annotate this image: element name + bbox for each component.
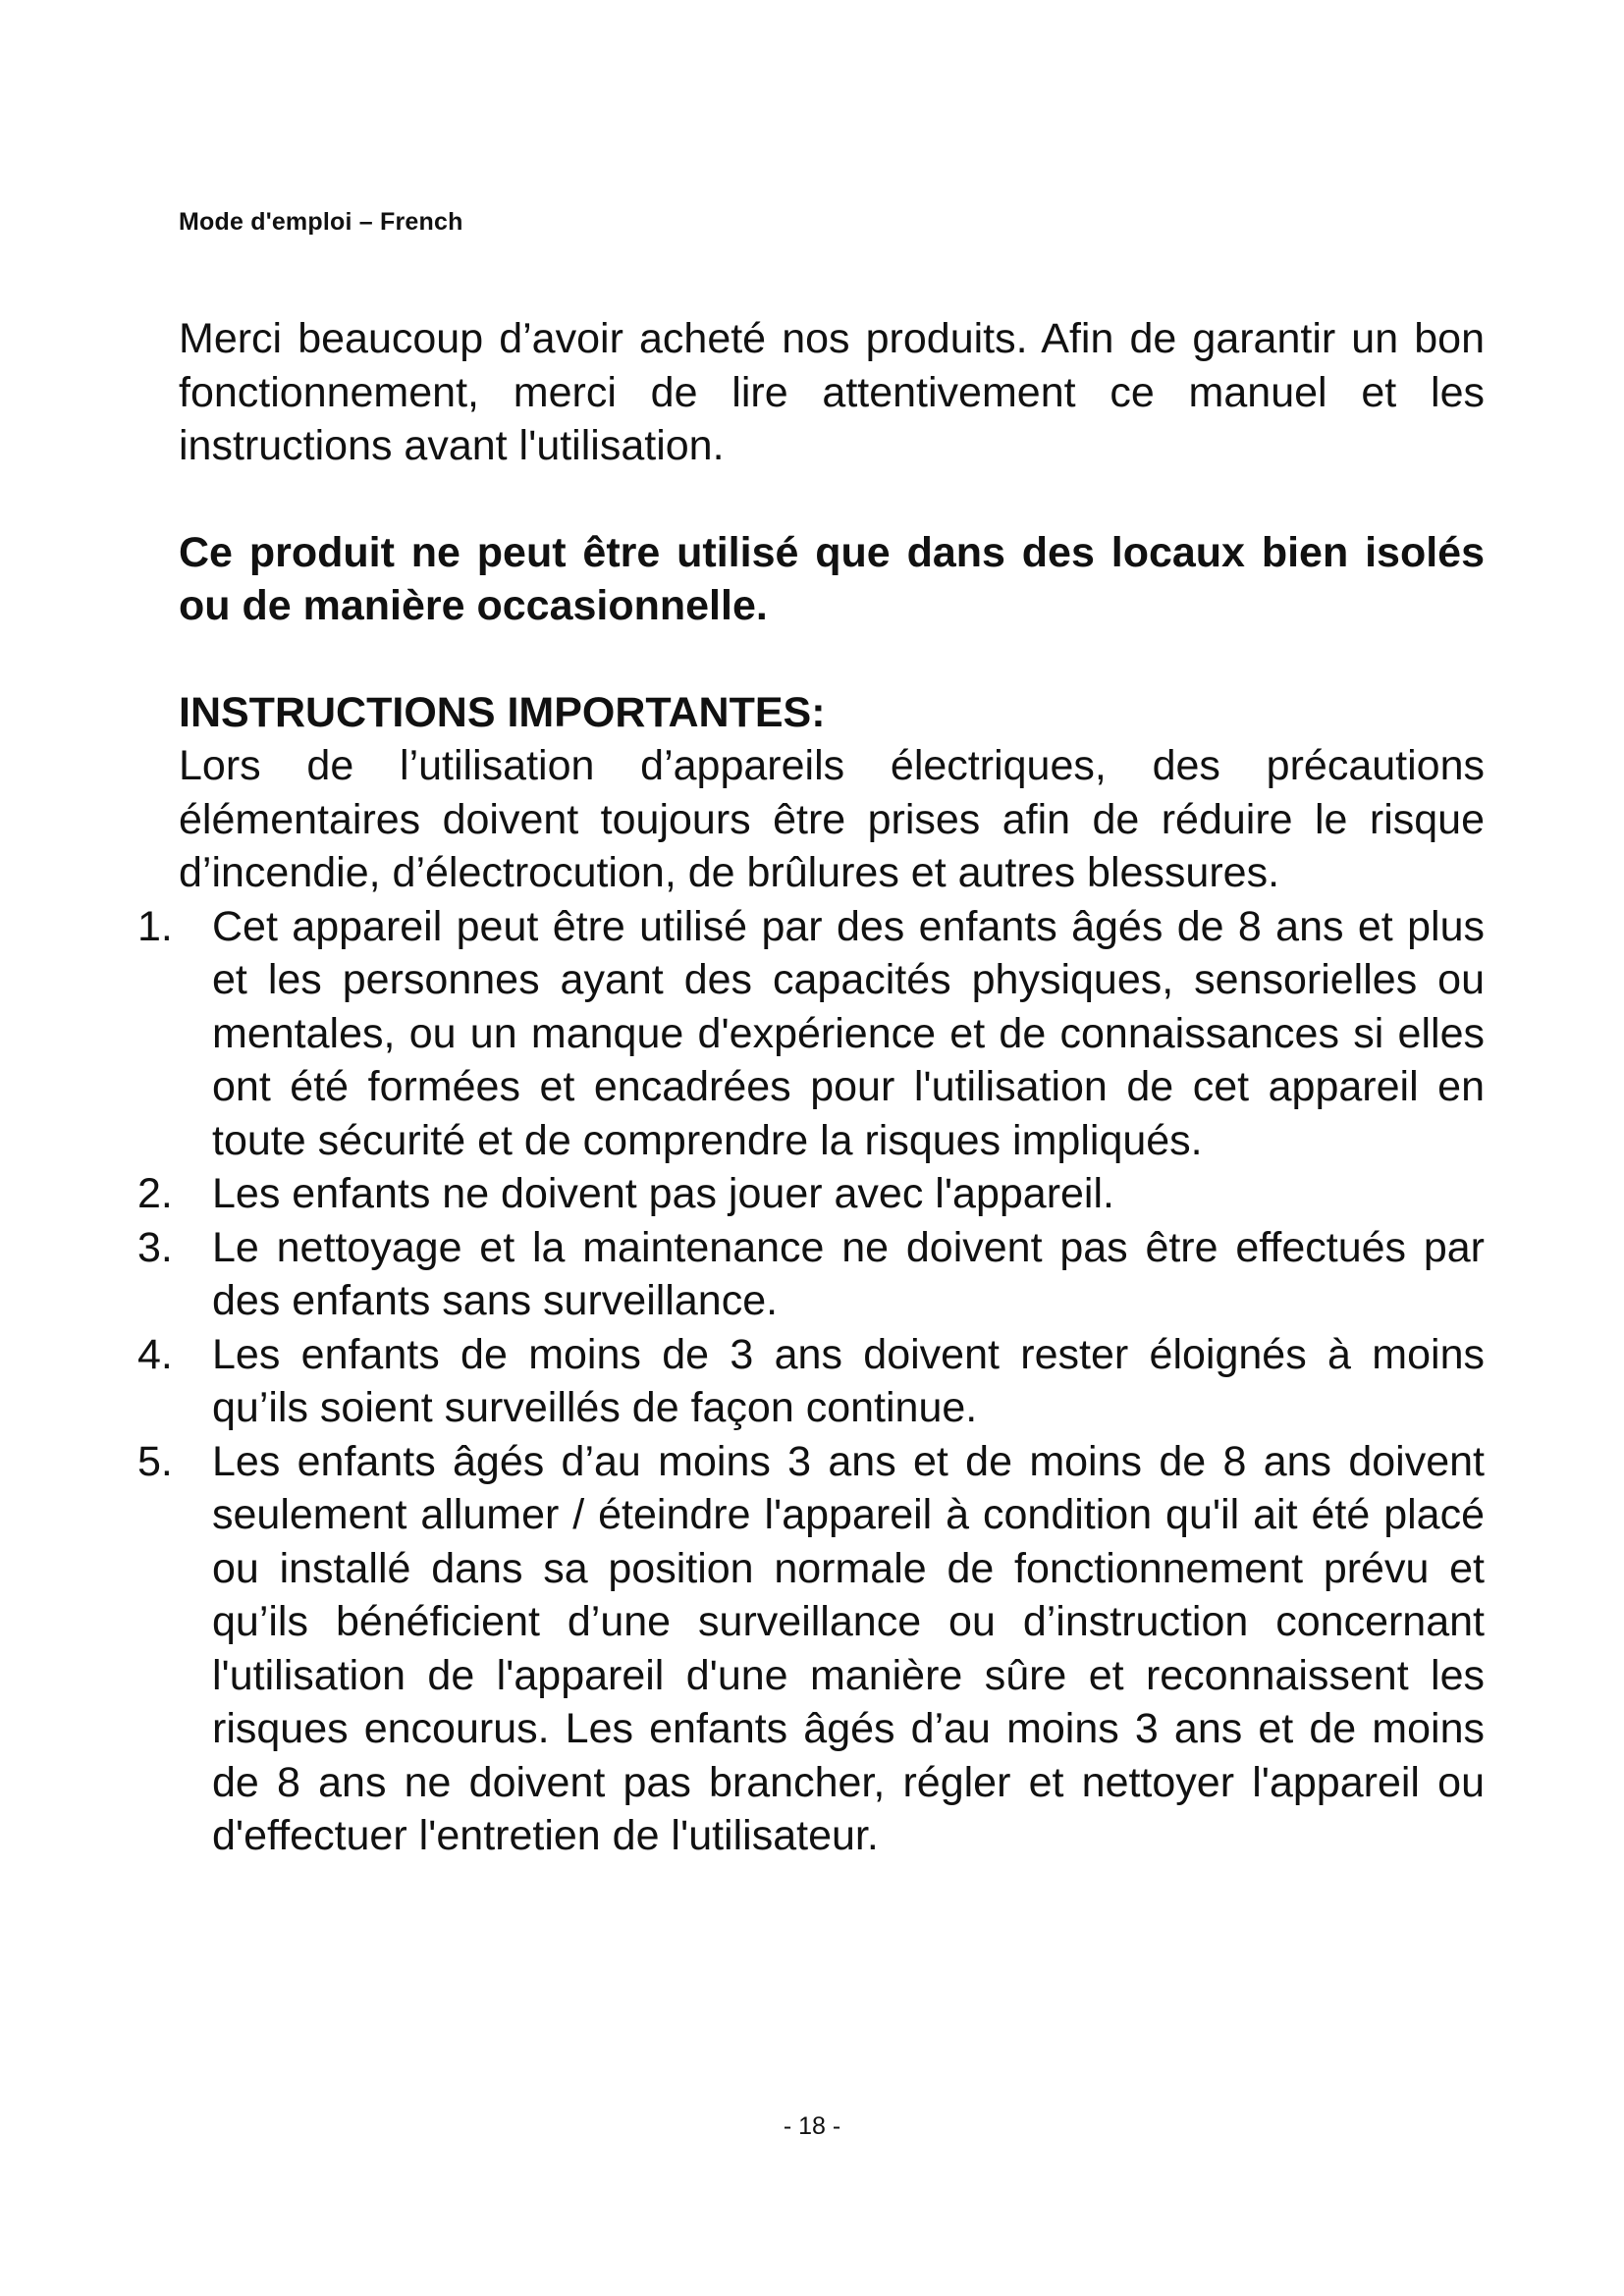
list-item-number: 3. bbox=[137, 1223, 173, 1271]
list-item-number: 4. bbox=[137, 1330, 173, 1378]
document-header: Mode d'emploi – French bbox=[179, 208, 463, 236]
list-item bbox=[137, 1167, 1485, 1221]
list-item-number: 2. bbox=[137, 1170, 173, 1217]
instructions-list bbox=[137, 900, 1485, 1863]
list-item-text: Les enfants ne doivent pas jouer avec l'appareil. bbox=[212, 1170, 1114, 1217]
list-item bbox=[137, 1328, 1485, 1435]
list-item-number: 5. bbox=[137, 1437, 173, 1485]
intro-paragraph: Merci beaucoup d’avoir acheté nos produits. Afin de garantir un bon fonctionnement, merci de lire attentivement ce manuel et les instructions avant l'utilisation. bbox=[179, 315, 1485, 469]
section-lead-paragraph: Lors de l’utilisation d’appareils électriques, des précautions élémentaires doivent toujours être prises afin de réduire le risque d’incendie, d’électrocution, de brûlures et autres blessures. bbox=[179, 742, 1485, 896]
list-item-text: Cet appareil peut être utilisé par des enfants âgés de 8 ans et plus et les personnes ayant des capacités physiques, sensorielles ou mentales, ou un manque d'expérience et de connaissances si elles ont été formées et encadrées pour l'utilisation de cet appareil en toute sécurité et de comprendre la risques impliqués. bbox=[212, 902, 1485, 1164]
list-item bbox=[137, 900, 1485, 1168]
list-item-text: Les enfants âgés d’au moins 3 ans et de moins de 8 ans doivent seulement allumer / éteindre l'appareil à condition qu'il ait été placé ou installé dans sa position normale de fonctionnement prévu et qu’ils bénéficient d’une surveillance ou d’instruction concernant l'utilisation de l'appareil d'une manière sûre et reconnaissent les risques encourus. Les enfants âgés d’au moins 3 ans et de moins de 8 ans ne doivent pas brancher, régler et nettoyer l'appareil ou d'effectuer l'entretien de l'utilisateur. bbox=[212, 1437, 1485, 1859]
page-content bbox=[137, 312, 1485, 1863]
list-item-number: 1. bbox=[137, 902, 173, 950]
list-item-text: Le nettoyage et la maintenance ne doivent pas être effectués par des enfants sans surveillance. bbox=[212, 1223, 1485, 1324]
usage-warning: Ce produit ne peut être utilisé que dans des locaux bien isolés ou de manière occasionnelle. bbox=[179, 528, 1485, 629]
list-item bbox=[137, 1221, 1485, 1328]
page-number: - 18 - bbox=[783, 2112, 841, 2140]
list-item bbox=[137, 1435, 1485, 1863]
section-title: INSTRUCTIONS IMPORTANTES: bbox=[179, 688, 826, 736]
list-item-text: Les enfants de moins de 3 ans doivent rester éloignés à moins qu’ils soient surveillés de façon continue. bbox=[212, 1330, 1485, 1431]
